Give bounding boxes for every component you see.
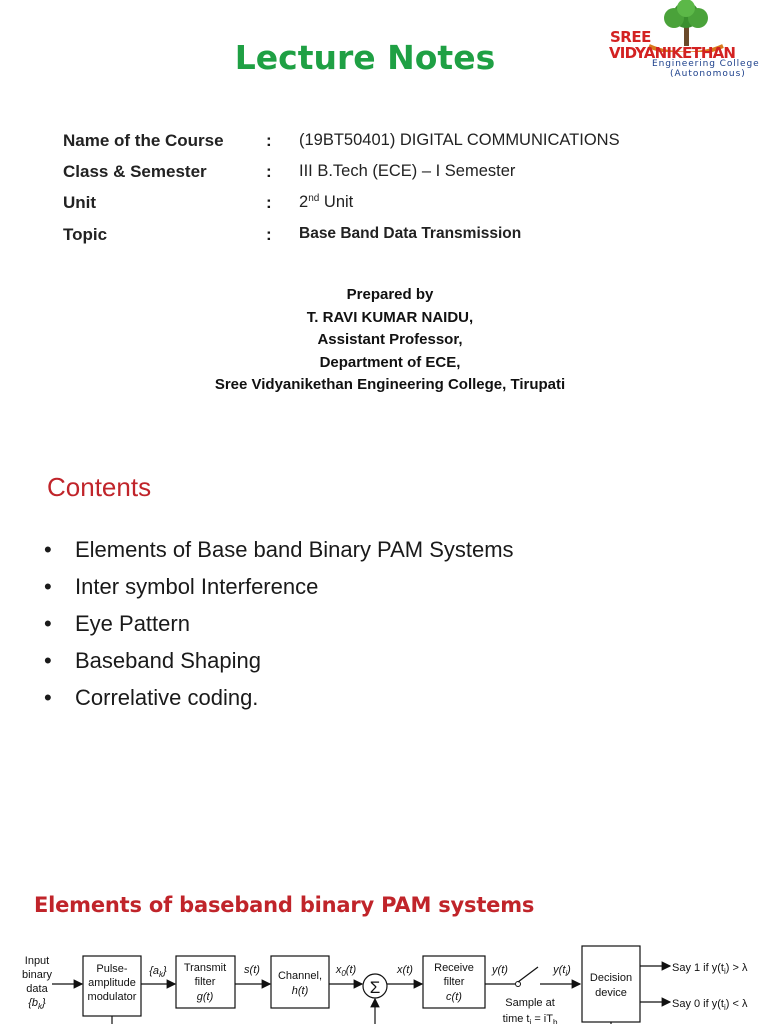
sampler-contact (516, 982, 521, 987)
signal-label: $\{a_k\}$ (149, 965, 167, 979)
section-heading: Elements of baseband binary PAM systems (34, 893, 535, 917)
block-label: Pulse- (96, 963, 128, 975)
bullet-icon: • (44, 537, 52, 562)
block-label: Receive (434, 962, 474, 974)
logo-line-1: SREE (610, 28, 651, 46)
author-department: Department of ECE, (319, 353, 461, 371)
block-label: filter (194, 976, 216, 988)
sigma-icon: Σ (369, 978, 381, 997)
college-logo (606, 0, 768, 110)
sampler-label: Sample at (505, 997, 555, 1009)
block-label: device (595, 987, 627, 999)
signal-label: y(t) (492, 964, 508, 976)
logo-line-4: (Autonomous) (670, 69, 746, 79)
prepared-by-heading: Prepared by (346, 286, 434, 303)
class-semester-value: III B.Tech (ECE) – I Semester (299, 162, 516, 180)
course-name-row (63, 131, 713, 155)
bullet-icon: • (44, 611, 52, 636)
input-label: Input (24, 955, 50, 967)
colon: : (266, 162, 272, 181)
colon: : (266, 131, 272, 150)
topic-value: Base Band Data Transmission (299, 225, 522, 242)
block-label: h(t) (291, 985, 309, 997)
class-semester-label: Class & Semester (63, 162, 207, 181)
block-label: filter (443, 976, 465, 988)
author-institution: Sree Vidyanikethan Engineering College, Tirupati (214, 376, 566, 393)
input-label: binary (22, 969, 52, 981)
page-title: Lecture Notes (234, 38, 496, 77)
sampler-label: time $t_i = iT_b$ (502, 1013, 558, 1024)
block-label: amplitude (88, 977, 136, 989)
author-name: T. RAVI KUMAR NAIDU, (306, 308, 474, 326)
logo-line-3: Engineering College (652, 59, 760, 69)
block-label: c(t) (446, 991, 462, 1003)
contents-heading: Contents (47, 472, 152, 502)
class-semester-row (63, 162, 713, 186)
signal-label: x(t) (397, 964, 413, 976)
block-label: Channel, (277, 970, 323, 982)
topic-label: Topic (63, 225, 108, 244)
channel-block (271, 956, 329, 1008)
topic-row (63, 225, 713, 249)
prepared-by-block (0, 284, 768, 397)
block-label: g(t) (196, 991, 214, 1003)
colon: : (266, 193, 272, 212)
unit-label: Unit (63, 193, 97, 212)
block-label: Decision (589, 972, 633, 984)
block-label: Transmit (183, 962, 227, 974)
bullet-icon: • (44, 685, 52, 710)
input-label: $\{b_k\}$ (28, 997, 46, 1011)
course-name-label: Name of the Course (63, 131, 224, 150)
sampler-switch (518, 967, 538, 982)
signal-label: $y(t_i)$ (553, 964, 571, 978)
course-name-value: (19BT50401) DIGITAL COMMUNICATIONS (299, 131, 620, 149)
bullet-icon: • (44, 648, 52, 673)
pam-block-diagram (0, 944, 768, 1024)
signal-label: s(t) (244, 964, 260, 976)
unit-row (63, 193, 713, 217)
input-label: data (26, 983, 48, 995)
logo-line-2: VIDYANIKETHAN (609, 44, 736, 62)
bullet-icon: • (44, 574, 52, 599)
signal-label: $x_0(t)$ (335, 964, 357, 978)
decision-output-1: Say 1 if $y(t_i) > \lambda$ (672, 962, 748, 976)
decision-device-block (582, 946, 640, 1022)
decision-output-0: Say 0 if $y(t_i) < \lambda$ (672, 998, 748, 1012)
unit-value: 2nd Unit (299, 193, 354, 211)
author-designation: Assistant Professor, (317, 331, 463, 348)
block-label: modulator (87, 991, 137, 1003)
colon: : (266, 225, 272, 244)
